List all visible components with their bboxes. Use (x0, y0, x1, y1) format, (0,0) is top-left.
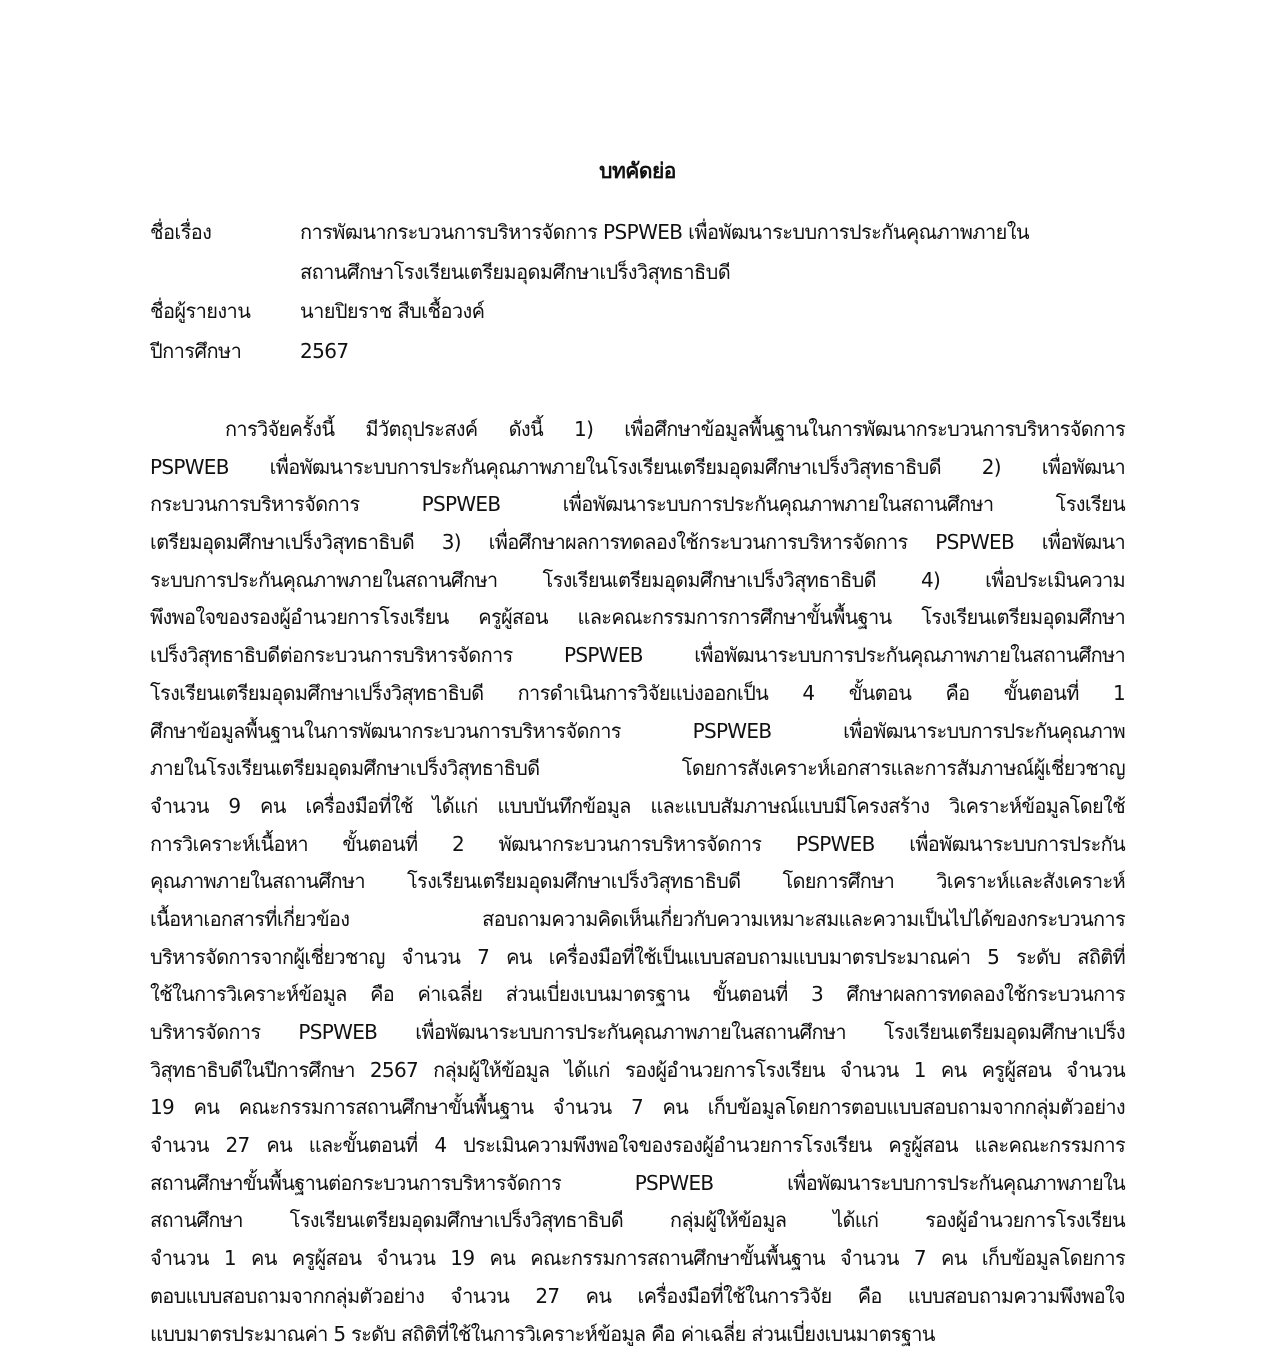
abstract-line: คุณภาพภายในสถานศึกษา โรงเรียนเตรียมอุดมศึกษาเปร็งวิสุทธาธิบดี โดยการศึกษา วิเคราะห์และสังเคราะห์ (150, 869, 1125, 894)
meta-value-line: การพัฒนากระบวนการบริหารจัดการ PSPWEB เพื่อพัฒนาระบบการประกันคุณภาพภายใน (300, 220, 1029, 244)
abstract-metadata (150, 213, 1125, 371)
abstract-line: จำนวน 27 คน และขั้นตอนที่ 4 ประเมินความพึงพอใจของรองผู้อำนวยการโรงเรียน ครูผู้สอน และคณะกรรมการ (150, 1133, 1125, 1158)
abstract-line: เตรียมอุดมศึกษาเปร็งวิสุทธาธิบดี 3) เพื่อศึกษาผลการทดลองใช้กระบวนการบริหารจัดการ PSPWEB เพื่อพัฒนา (150, 530, 1125, 555)
meta-value (300, 213, 1125, 292)
page-title: บทคัดย่อ (599, 159, 676, 183)
meta-row-title (150, 213, 1125, 292)
abstract-line: พึงพอใจของรองผู้อำนวยการโรงเรียน ครูผู้สอน และคณะกรรมการการศึกษาขั้นพื้นฐาน โรงเรียนเตรียมอุดมศึกษา (150, 605, 1125, 630)
abstract-line: เปร็งวิสุทธาธิบดีต่อกระบวนการบริหารจัดการ PSPWEB เพื่อพัฒนาระบบการประกันคุณภาพภายในสถานศึกษา (150, 643, 1125, 668)
abstract-line: 19 คน คณะกรรมการสถานศึกษาขั้นพื้นฐาน จำนวน 7 คน เก็บข้อมูลโดยการตอบแบบสอบถามจากกลุ่มตัวอย่าง (150, 1095, 1125, 1120)
abstract-line: PSPWEB เพื่อพัฒนาระบบการประกันคุณภาพภายในโรงเรียนเตรียมอุดมศึกษาเปร็งวิสุทธาธิบดี 2) เพื่อพัฒนา (150, 454, 1125, 479)
abstract-line: เนื้อหาเอกสารที่เกี่ยวข้อง สอบถามความคิดเห็นเกี่ยวกับความเหมาะสมและความเป็นไปได้ของกระบวนการ (150, 906, 1125, 931)
meta-row-author (150, 292, 1125, 332)
abstract-line: โรงเรียนเตรียมอุดมศึกษาเปร็งวิสุทธาธิบดี การดำเนินการวิจัยแบ่งออกเป็น 4 ขั้นตอน คือ ขั้นตอนที่ 1 (150, 680, 1125, 705)
abstract-line: การวิเคราะห์เนื้อหา ขั้นตอนที่ 2 พัฒนากระบวนการบริหารจัดการ PSPWEB เพื่อพัฒนาระบบการประกัน (150, 831, 1125, 856)
meta-label: ปีการศึกษา (150, 338, 242, 363)
abstract-line: ตอบแบบสอบถามจากกลุ่มตัวอย่าง จำนวน 27 คน เครื่องมือที่ใช้ในการวิจัย คือ แบบสอบถามความพึงพอใจ (150, 1283, 1125, 1308)
meta-label: ชื่อผู้รายงาน (150, 299, 251, 323)
abstract-line: จำนวน 9 คน เครื่องมือที่ใช้ ได้แก่ แบบบันทึกข้อมูล และแบบสัมภาษณ์แบบมีโครงสร้าง วิเคราะห์ข้อมูลโดยใช้ (150, 793, 1125, 818)
meta-value-line: 2567 (300, 338, 349, 363)
meta-label: ชื่อเรื่อง (150, 220, 212, 244)
abstract-body (150, 411, 1125, 1353)
abstract-line: ระบบการประกันคุณภาพภายในสถานศึกษา โรงเรียนเตรียมอุดมศึกษาเปร็งวิสุทธาธิบดี 4) เพื่อประเมินความ (150, 567, 1125, 592)
meta-value-line: นายปิยราช สืบเชื้อวงค์ (300, 299, 485, 323)
meta-row-academic-year (150, 332, 1125, 372)
abstract-line: ศึกษาข้อมูลพื้นฐานในการพัฒนากระบวนการบริหารจัดการ PSPWEB เพื่อพัฒนาระบบการประกันคุณภาพ (150, 718, 1125, 743)
abstract-line: จำนวน 1 คน ครูผู้สอน จำนวน 19 คน คณะกรรมการสถานศึกษาขั้นพื้นฐาน จำนวน 7 คน เก็บข้อมูลโดยการ (150, 1246, 1125, 1271)
abstract-line: บริหารจัดการจากผู้เชี่ยวชาญ จำนวน 7 คน เครื่องมือที่ใช้เป็นแบบสอบถามแบบมาตรประมาณค่า 5 ระดับ สถิติที่ (150, 944, 1125, 969)
meta-value-line: สถานศึกษาโรงเรียนเตรียมอุดมศึกษาเปร็งวิสุทธาธิบดี (300, 259, 731, 284)
abstract-line: บริหารจัดการ PSPWEB เพื่อพัฒนาระบบการประกันคุณภาพภายในสถานศึกษา โรงเรียนเตรียมอุดมศึกษาเปร็ง (150, 1020, 1125, 1044)
abstract-line: แบบมาตรประมาณค่า 5 ระดับ สถิติที่ใช้ในการวิเคราะห์ข้อมูล คือ ค่าเฉลี่ย ส่วนเบี่ยงเบนมาตรฐาน (150, 1321, 935, 1346)
abstract-line: การวิจัยครั้งนี้ มีวัตถุประสงค์ ดังนี้ 1) เพื่อศึกษาข้อมูลพื้นฐานในการพัฒนากระบวนการบริหารจัดการ (225, 417, 1125, 441)
meta-value (300, 332, 1125, 372)
abstract-line: วิสุทธาธิบดีในปีการศึกษา 2567 กลุ่มผู้ให้ข้อมูล ได้แก่ รองผู้อำนวยการโรงเรียน จำนวน 1 คน ครูผู้สอน จำนวน (150, 1057, 1125, 1082)
abstract-line: สถานศึกษาขั้นพื้นฐานต่อกระบวนการบริหารจัดการ PSPWEB เพื่อพัฒนาระบบการประกันคุณภาพภายใน (150, 1170, 1125, 1195)
meta-value (300, 292, 1125, 332)
abstract-line: สถานศึกษา โรงเรียนเตรียมอุดมศึกษาเปร็งวิสุทธาธิบดี กลุ่มผู้ให้ข้อมูล ได้แก่ รองผู้อำนวยการโรงเรียน (150, 1208, 1125, 1233)
abstract-line: ใช้ในการวิเคราะห์ข้อมูล คือ ค่าเฉลี่ย ส่วนเบี่ยงเบนมาตรฐาน ขั้นตอนที่ 3 ศึกษาผลการทดลองใช้กระบวนการ (150, 982, 1125, 1007)
abstract-line: ภายในโรงเรียนเตรียมอุดมศึกษาเปร็งวิสุทธาธิบดี โดยการสังเคราะห์เอกสารและการสัมภาษณ์ผู้เชี่ยวชาญ (150, 756, 1125, 781)
abstract-line: กระบวนการบริหารจัดการ PSPWEB เพื่อพัฒนาระบบการประกันคุณภาพภายในสถานศึกษา โรงเรียน (150, 492, 1125, 517)
